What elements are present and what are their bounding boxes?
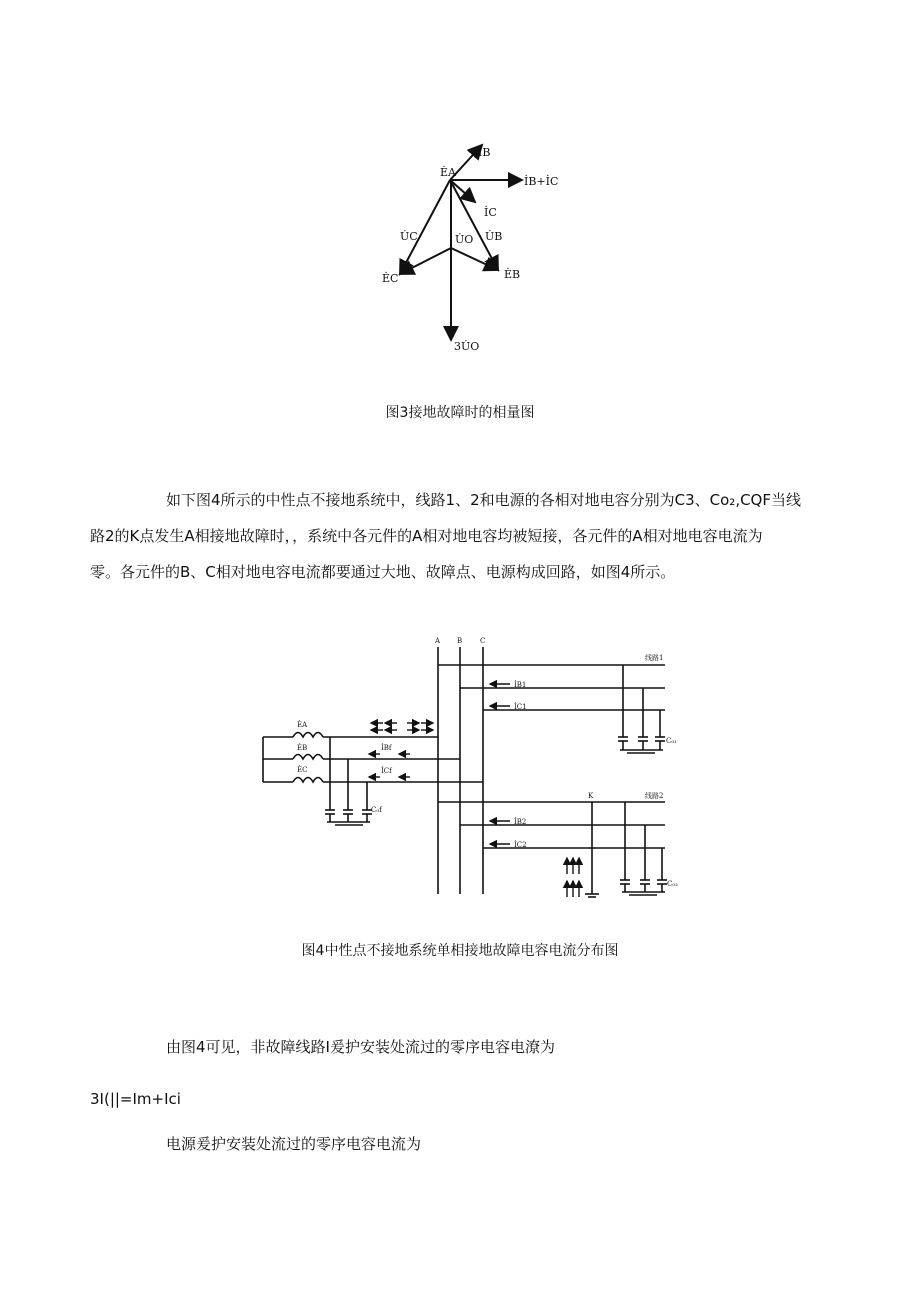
label-bus-a: A — [435, 637, 441, 645]
paragraph-1-line-1: 如下图4所示的中性点不接地系统中，线路1、2和电源的各相对地电容分别为C3、Co₂,CQF当线 — [166, 491, 801, 509]
figure3-caption: 图3接地故障时的相量图 — [385, 405, 535, 421]
label-ib: İB — [478, 146, 491, 159]
vector-o-eb — [451, 248, 498, 270]
label-line1: 线路1 — [645, 654, 664, 662]
paragraph-2-line-2: 电源爰护安装处流过的零序电容电流为 — [166, 1135, 422, 1153]
label-bus-c: C — [480, 637, 486, 645]
paragraph-1-line-2: 路2的K点发生A相接地故障时，，系统中各元件的A相对地电容均被短接，各元件的A相对地电容电流为 — [90, 527, 763, 545]
label-ea: ĖA — [297, 721, 308, 729]
label-ic: İC — [484, 206, 497, 219]
label-icf: İCf — [381, 767, 392, 775]
label-ibf: İBf — [381, 744, 392, 752]
label-ec: ĖC — [297, 766, 308, 774]
label-c01: C₀₁ — [666, 737, 677, 745]
label-uc: U̇C — [400, 230, 418, 243]
label-c02: C₀₂ — [667, 880, 678, 888]
vector-ea-ec — [400, 180, 450, 274]
label-k: K — [588, 792, 594, 800]
label-eb: ĖB — [297, 744, 308, 752]
label-ic2: İC2 — [514, 841, 527, 849]
figure4-caption: 图4中性点不接地系统单相接地故障电容电流分布图 — [301, 943, 619, 959]
label-ib1: İB1 — [514, 681, 527, 689]
label-c0f: C₀f — [371, 806, 382, 814]
label-ibic: İB+İC — [524, 175, 559, 188]
label-3uo: 3U̇O — [454, 340, 480, 353]
label-ib2: İB2 — [514, 818, 527, 826]
label-eb: ĖB — [504, 268, 521, 281]
phasor-diagram — [360, 130, 560, 360]
formula: 3I(||=Im+Ici — [90, 1090, 181, 1108]
label-line2: 线路2 — [645, 792, 664, 800]
paragraph-1 — [90, 482, 840, 590]
paragraph-1-line-3: 零。各元件的B、C相对地电容电流都要通过大地、故障点、电源构成回路，如图4所示。 — [90, 563, 676, 581]
label-uo: U̇O — [455, 233, 474, 246]
label-ic1: İC1 — [514, 703, 527, 711]
label-ub: U̇B — [485, 230, 503, 243]
circuit-diagram — [255, 632, 680, 912]
paragraph-2-line-1: 由图4可见，非故障线路I爰护安装处流过的零序电容电潦为 — [166, 1038, 555, 1056]
label-ec: ĖC — [382, 272, 399, 285]
label-ea: ĖA — [440, 166, 456, 179]
vector-ic — [450, 180, 475, 202]
vector-ea-eb — [450, 180, 498, 270]
label-bus-b: B — [457, 637, 463, 645]
